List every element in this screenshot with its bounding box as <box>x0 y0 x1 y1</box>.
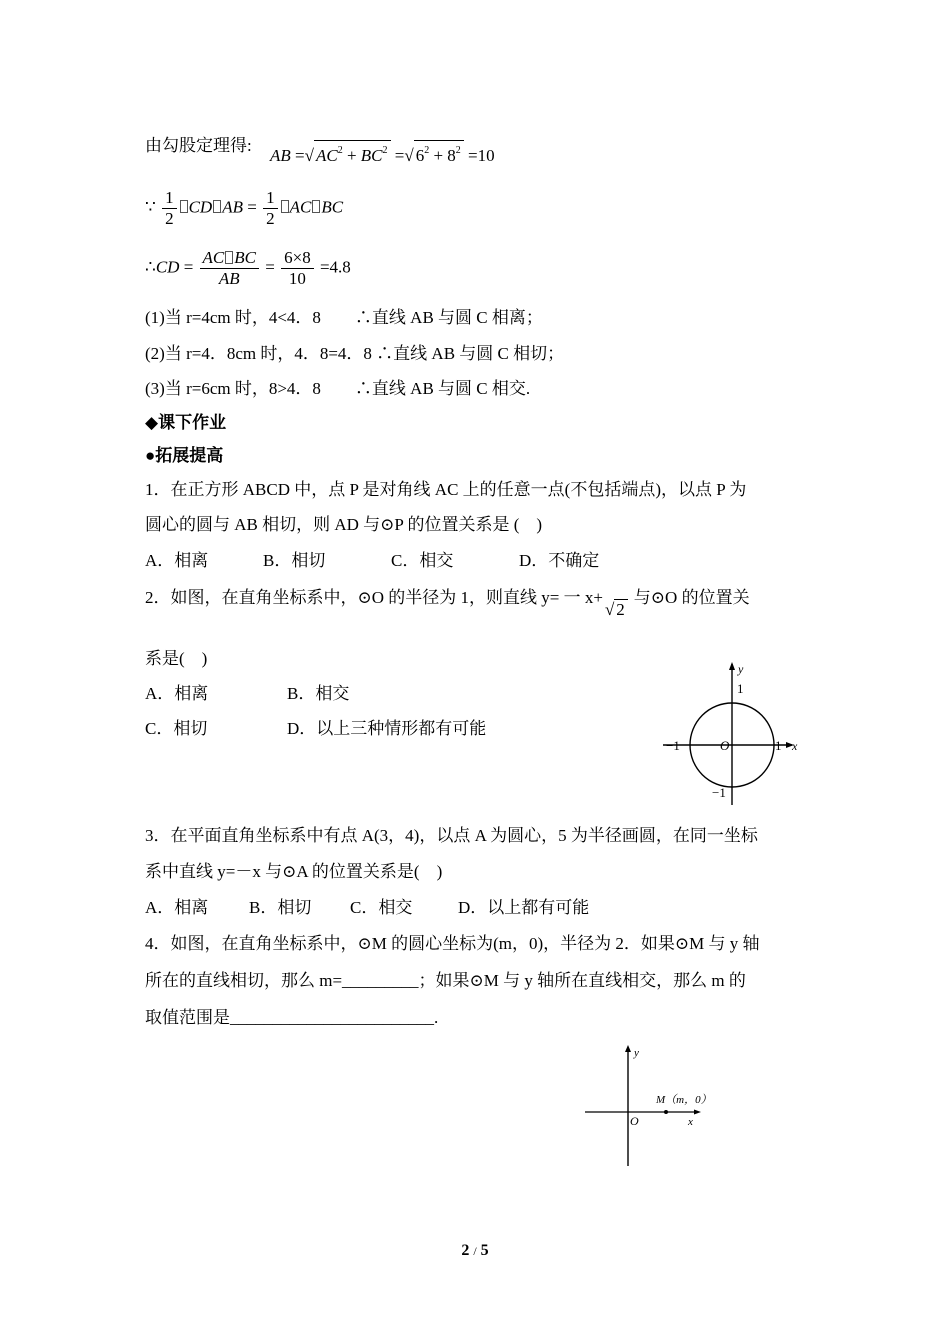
case-3: (3)当 r=6cm 时，8>4．8 ∴直线 AB 与圆 C 相交. <box>145 379 531 398</box>
ab-symbol: AB <box>269 146 291 165</box>
result-10: =10 <box>468 146 495 165</box>
q1-option-a: A．相离 <box>145 551 209 570</box>
q1-option-c: C．相交 <box>391 551 454 570</box>
q3-option-a: A．相离 <box>145 898 209 917</box>
tick-neg1-bottom: −1 <box>712 785 726 800</box>
q2-option-b: B．相交 <box>287 684 350 703</box>
origin-label: O <box>720 738 730 753</box>
unit-circle-figure <box>660 660 810 810</box>
q3-line2: 系中直线 y=－x 与⊙A 的位置关系是( ) <box>145 862 443 881</box>
q3-option-c: C．相交 <box>350 898 413 917</box>
tick-neg1-left: −1 <box>666 738 680 753</box>
q3-option-d: D．以上都有可能 <box>458 898 590 917</box>
case-1: (1)当 r=4cm 时，4<4．8 ∴直线 AB 与圆 C 相离； <box>145 308 543 327</box>
y-label: y <box>634 1047 639 1059</box>
q4-line2: 所在的直线相切，那么 m=_________；如果⊙M 与 y 轴所在直线相交，那么 m 的 <box>145 971 746 990</box>
q2-line1-tail: 与⊙O 的位置关 <box>633 588 750 607</box>
point-m <box>664 1110 668 1114</box>
origin-label: O <box>630 1114 639 1128</box>
therefore-symbol: ∴ <box>145 257 156 277</box>
tick-1-right: 1 <box>775 738 782 753</box>
y-label: y <box>738 662 744 676</box>
cd-equation-line: ∴CD = $\frac{\text{AC BC}}{AB}$ = $\frac{6\times 8}{10}$ =4.8 <box>145 248 351 288</box>
q2-option-a: A．相离 <box>145 684 209 703</box>
total-pages: 5 <box>480 1242 489 1259</box>
q1-options <box>145 550 599 572</box>
x-label: x <box>792 739 798 753</box>
equals-sign: = <box>295 146 305 165</box>
six-times-eight-over-ten: $\frac{6\times 8}{10}$ <box>281 248 314 289</box>
q2-options-ab <box>145 683 349 705</box>
x-label: x <box>688 1116 693 1128</box>
section-homework: ◆课下作业 <box>145 413 227 432</box>
current-page: 2 <box>461 1242 470 1259</box>
y-axis-arrow <box>625 1045 631 1052</box>
case-2: (2)当 r=4．8cm 时，4．8=4．8 ∴直线 AB 与圆 C 相切； <box>145 344 565 363</box>
q1-option-d: D．不确定 <box>519 551 600 570</box>
half-fraction: $\frac{1}{2}$ <box>162 188 177 229</box>
y-axis-arrow <box>729 662 735 670</box>
pythagoras-line: 由勾股定理得: AB =√ $AC^2 + BC^2$ =√ $6^2 + 8^2 =10$ <box>145 136 495 165</box>
page-number <box>0 1242 950 1260</box>
q1-line1: 1．在正方形 ABCD 中，点 P 是对角线 AC 上的任意一点(不包括端点)，以点 P 为 <box>145 480 747 499</box>
q1-line2: 圆心的圆与 AB 相切，则 AD 与⊙P 的位置关系是 ( ) <box>145 515 543 534</box>
x-axis-arrow <box>694 1110 701 1115</box>
sqrt-2: √ 2 <box>605 599 628 621</box>
ac-bc-over-ab: $\frac{\text{AC BC}}{AB}$ <box>200 248 259 289</box>
q4-line1: 4．如图，在直角坐标系中，⊙M 的圆心坐标为(m，0)，半径为 2．如果⊙M 与 y 轴 <box>145 934 760 953</box>
q2-option-c: C．相切 <box>145 719 208 738</box>
half-fraction-2: $\frac{1}{2}$ <box>263 188 278 229</box>
q2-option-d: D．以上三种情形都有可能 <box>287 719 487 738</box>
q3-option-b: B．相切 <box>249 898 312 917</box>
tick-1-top: 1 <box>737 681 744 696</box>
q4-line3: 取值范围是________________________. <box>145 1008 439 1027</box>
page-separator: / <box>473 1244 477 1258</box>
result-4-8: =4.8 <box>319 257 351 277</box>
sqrt-6-8: √ $6^2 + 8^2$ <box>404 140 463 167</box>
q3-line1: 3．在平面直角坐标系中有点 A(3，4)，以点 A 为圆心，5 为半径画圆，在同一坐标 <box>145 826 758 845</box>
derivation-prefix: 由勾股定理得: <box>145 136 252 155</box>
point-m-label: M（m，0） <box>656 1094 712 1106</box>
sqrt-ac-bc: √ $AC^2 + BC^2$ <box>305 140 391 167</box>
q2-line1 <box>145 587 750 619</box>
point-m-figure <box>580 1040 720 1170</box>
section-extend: ●拓展提高 <box>145 446 224 465</box>
q2-line1-text: 2．如图，在直角坐标系中，⊙O 的半径为 1，则直线 y= 一 x+ <box>145 588 603 607</box>
q2-line2: 系是( ) <box>145 649 208 668</box>
q2-options-cd <box>145 718 486 740</box>
q1-option-b: B．相切 <box>263 551 326 570</box>
because-symbol: ∵ <box>145 197 156 217</box>
area-equation-line: ∵ $\frac{1}{2}$ CD AB = $\frac{1}{2}$ AC BC <box>145 188 344 228</box>
q3-options <box>145 897 589 919</box>
